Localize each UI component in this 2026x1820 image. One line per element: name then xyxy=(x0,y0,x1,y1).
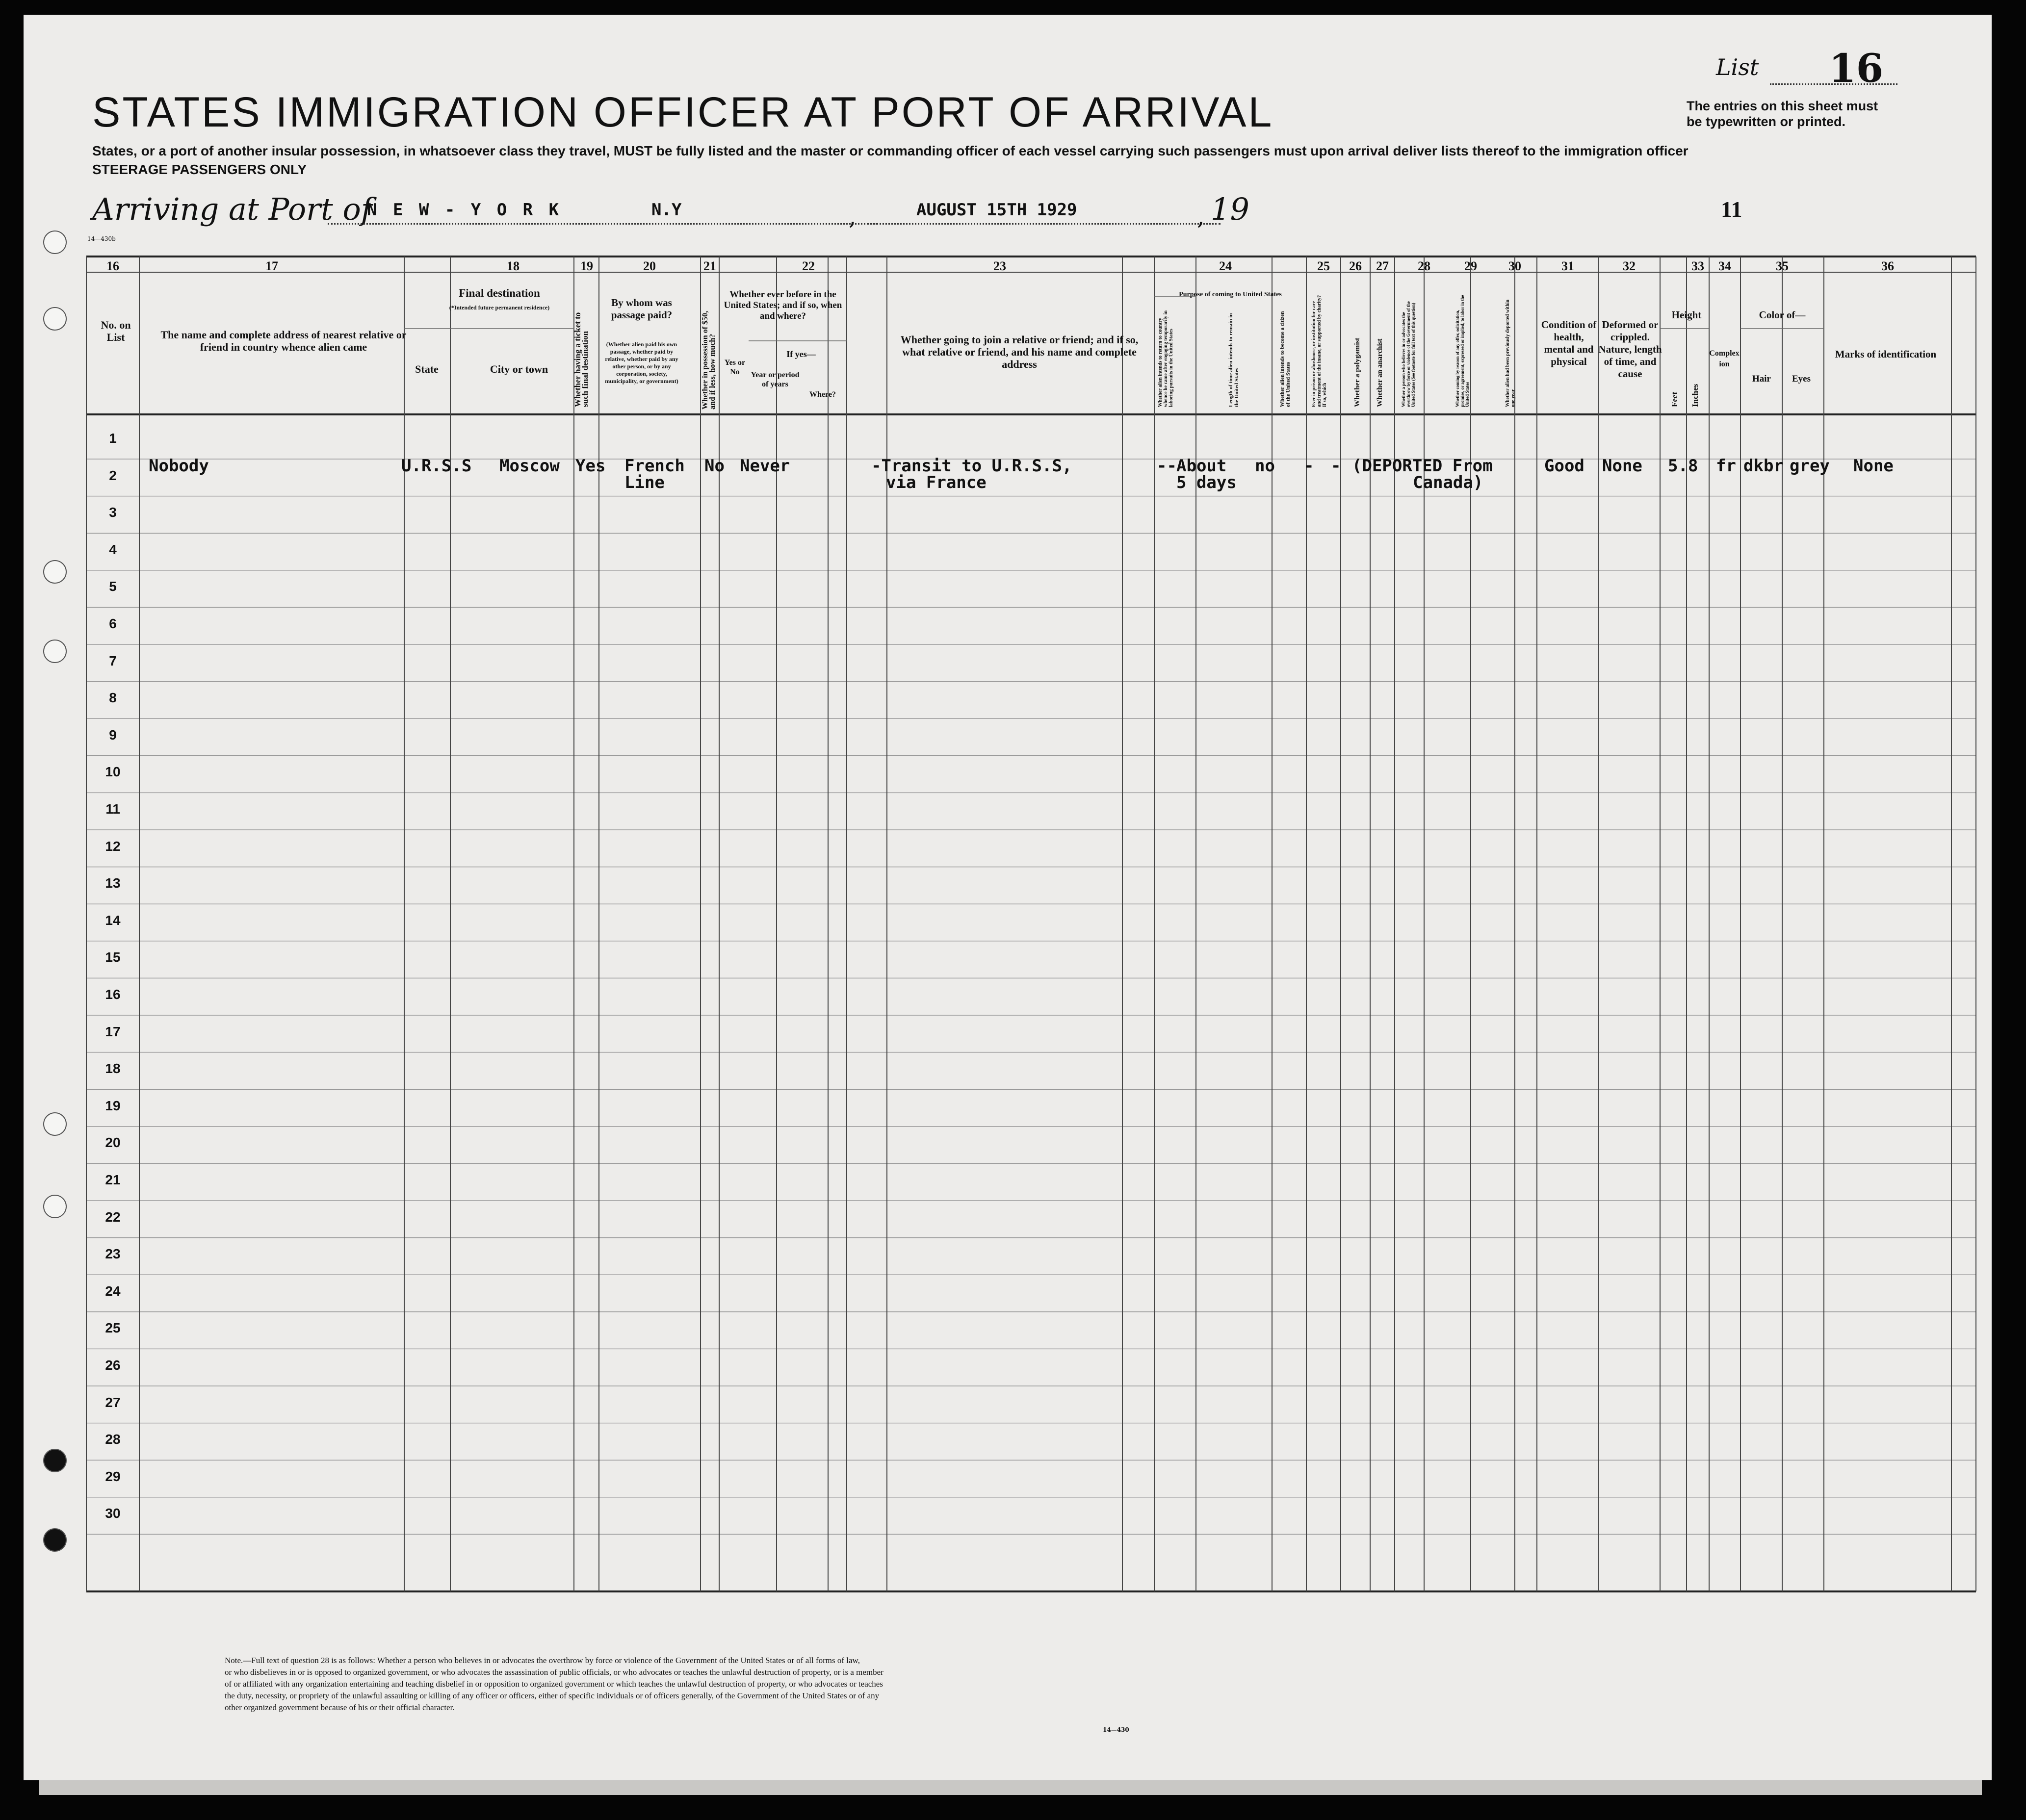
row-number: 16 xyxy=(105,987,121,1002)
entry-polygamist: - xyxy=(1331,456,1341,476)
header-feet: Feet xyxy=(1670,391,1679,407)
header-final-destination-sub: (*Intended future permanent residence) xyxy=(449,304,550,311)
row-number: 11 xyxy=(105,801,120,817)
header-inches: Inches xyxy=(1690,384,1700,407)
row-number: 13 xyxy=(105,875,121,891)
row-number: 28 xyxy=(105,1432,121,1447)
footnote xyxy=(225,1655,1206,1714)
punch-hole xyxy=(43,1449,67,1472)
row-number: 15 xyxy=(105,949,121,965)
header-paid-by-sub: (Whether alien paid his own passage, whether paid by relative, whether paid by any other person, or by any corporation, society, municipality, or government) xyxy=(605,341,678,385)
footnote-line: Note.—Full text of question 28 is as follows: Whether a person who believes in or advocates the overthrow by force or violence of the Government of the United States or of all forms of law, xyxy=(225,1656,860,1665)
entry-paid-by-2: Line xyxy=(624,473,665,492)
column-number: 29 xyxy=(1464,259,1477,273)
column-number: 25 xyxy=(1317,259,1330,273)
header-joining: Whether going to join a relative or friend; and if so, what relative or friend, and his name and complete address xyxy=(900,333,1139,370)
header-health: Condition of health, mental and physical xyxy=(1541,319,1597,367)
form-code: 14—430b xyxy=(87,235,116,242)
row-number: 4 xyxy=(109,541,117,557)
row-number: 19 xyxy=(105,1098,121,1113)
column-number: 31 xyxy=(1561,259,1574,273)
list-label: List xyxy=(1716,54,1759,80)
entry-joining-1: -Transit to U.R.S.S, xyxy=(871,456,1072,476)
header-overthrow: Whether a person who believes in or advocates the overthrow by force or violence of the Government of the United States (See footnote for full text of this question) xyxy=(1401,301,1416,407)
column-number: 28 xyxy=(1418,259,1430,273)
header-ticket: Whether having a ticket to such final destination xyxy=(573,312,590,407)
row-number: 23 xyxy=(105,1246,121,1262)
footnote-line: of or affiliated with any organization entertaining and teaching disbelief in or opposition to organized government or which teaches the unlawful destruction of property, or who advocates or teaches xyxy=(225,1679,883,1689)
punch-hole xyxy=(43,1528,67,1552)
header-money: Whether in possession of $50, and if less, how much? xyxy=(701,310,717,410)
column-number: 34 xyxy=(1718,259,1731,273)
header-polygamist: Whether a polygamist xyxy=(1353,337,1361,407)
entry-before-us: Never xyxy=(740,456,790,476)
year-prefix: 19 xyxy=(1211,191,1249,227)
header-state: State xyxy=(415,363,439,375)
column-number: 17 xyxy=(265,259,278,273)
entry-hair: dkbr xyxy=(1743,456,1784,476)
row-number: 5 xyxy=(109,579,117,594)
entry-citizen: no xyxy=(1255,456,1275,476)
column-number: 36 xyxy=(1881,259,1894,273)
page-bottom-edge xyxy=(39,1780,1982,1795)
header-length-stay: Length of time alien intends to remain in the United States xyxy=(1228,313,1240,407)
header-paid-by: By whom was passage paid? xyxy=(611,297,673,321)
instructions-line: States, or a port of another insular possession, in whatsoever class they travel, MUST be fully listed and the master or commanding officer of each vessel carrying such passengers must upon arrival deliver lists thereof to the immigration officer xyxy=(92,143,1688,158)
row-number: 30 xyxy=(105,1506,121,1521)
entry-deformed: None xyxy=(1602,456,1642,476)
column-number: 19 xyxy=(580,259,593,273)
entry-ticket: Yes xyxy=(575,456,606,476)
row-number: 12 xyxy=(105,838,121,854)
entry-complexion: fr xyxy=(1716,456,1736,476)
row-number: 29 xyxy=(105,1468,121,1484)
header-where: Where? xyxy=(809,390,836,399)
column-number: 33 xyxy=(1691,259,1704,273)
header-height: Height xyxy=(1671,309,1702,321)
column-number: 22 xyxy=(802,259,815,273)
punch-hole xyxy=(43,307,67,331)
entry-paid-by-1: French xyxy=(624,456,685,476)
header-before-us: Whether ever before in the United States; and if so, when and where? xyxy=(724,289,842,321)
header-relative: The name and complete address of nearest relative or friend in country whence alien came xyxy=(160,329,407,353)
entry-joining-2: via France xyxy=(886,473,987,492)
header-city: City or town xyxy=(490,363,548,375)
header-purpose: Purpose of coming to United States xyxy=(1179,291,1282,298)
entry-city: Moscow xyxy=(499,456,560,476)
column-number: 30 xyxy=(1508,259,1521,273)
row-number: 26 xyxy=(105,1358,121,1373)
row-number: 17 xyxy=(105,1024,121,1039)
row-number: 14 xyxy=(105,912,121,928)
row-number: 3 xyxy=(109,505,117,520)
header-hair: Hair xyxy=(1752,374,1771,384)
entry-money: No xyxy=(704,456,725,476)
footnote-line: or who disbelieves in or is opposed to organized government, or who advocates the assassination of public officials, or who advocates or teaches the unlawful destruction of property, or is a member xyxy=(225,1667,883,1677)
arriving-label: Arriving at Port of xyxy=(92,191,372,227)
punch-hole xyxy=(43,1112,67,1136)
header-complexion: Complexion xyxy=(1709,349,1740,368)
row-number: 1 xyxy=(109,431,117,446)
column-number: 16 xyxy=(106,259,119,273)
typewritten-note-line: The entries on this sheet must xyxy=(1687,99,1878,113)
port-value: N E W - Y O R K xyxy=(367,200,562,220)
column-number: 26 xyxy=(1349,259,1362,273)
row-number: 2 xyxy=(109,467,117,483)
punch-hole xyxy=(43,1195,67,1218)
typewritten-note-line: be typewritten or printed. xyxy=(1687,114,1846,129)
header-deported: Whether alien had been previously deported within one year xyxy=(1505,299,1516,407)
column-number: 23 xyxy=(993,259,1006,273)
row-number: 18 xyxy=(105,1061,121,1077)
entry-state: U.R.S.S xyxy=(401,456,472,476)
entry-relative: Nobody xyxy=(149,456,209,476)
column-number: 21 xyxy=(703,259,716,273)
header-final-destination: Final destination xyxy=(459,287,540,299)
comma: , xyxy=(1197,203,1205,231)
column-number: 18 xyxy=(507,259,519,273)
state-value: N.Y xyxy=(651,200,682,220)
sheet-number: 11 xyxy=(1721,197,1742,222)
column-number: 35 xyxy=(1776,259,1789,273)
entry-length-1: About xyxy=(1176,456,1227,476)
header-yes-no: Yes or No xyxy=(724,359,746,376)
header-if-yes: If yes— xyxy=(786,349,816,359)
row-number: 7 xyxy=(109,653,117,668)
entry-marks: None xyxy=(1853,456,1894,476)
row-number: 20 xyxy=(105,1135,121,1151)
row-number: 25 xyxy=(105,1320,121,1336)
footnote-line: the duty, necessity, or propriety of the unlawful assaulting or killing of any officer or officers, either of specific individuals or of officers generally, of the Government of the United States or of any xyxy=(225,1691,880,1700)
header-anarchist: Whether an anarchist xyxy=(1376,338,1384,407)
column-number: 27 xyxy=(1376,259,1389,273)
entry-deported-2: Canada) xyxy=(1413,473,1483,492)
table-grid xyxy=(24,15,1992,1780)
punch-hole xyxy=(43,231,67,254)
date-value: AUGUST 15TH 1929 xyxy=(916,200,1077,220)
column-number: 24 xyxy=(1219,259,1232,273)
manifest-sheet xyxy=(24,15,1992,1780)
row-number: 27 xyxy=(105,1394,121,1410)
row-number: 6 xyxy=(109,616,117,631)
list-number: 16 xyxy=(1829,45,1884,91)
entry-eyes: grey xyxy=(1790,456,1830,476)
footnote-line: other organized government because of his or their official character. xyxy=(225,1703,455,1712)
header-eyes: Eyes xyxy=(1792,374,1811,384)
entry-height: 5.8 xyxy=(1668,456,1698,476)
column-number: 20 xyxy=(643,259,656,273)
header-deformed: Deformed or crippled. Nature, length of time, and cause xyxy=(1598,319,1662,380)
steerage-label: STEERAGE PASSENGERS ONLY xyxy=(92,162,307,177)
header-citizen: Whether alien intends to become a citizen of the United States xyxy=(1279,311,1291,407)
column-number: 32 xyxy=(1623,259,1636,273)
entry-deported-1: (DEPORTED From xyxy=(1352,456,1493,476)
row-number: 10 xyxy=(105,764,121,780)
row-number: 22 xyxy=(105,1209,121,1225)
punch-hole xyxy=(43,560,67,584)
entry-health: Good xyxy=(1544,456,1584,476)
entry-prison: - xyxy=(1304,456,1314,476)
header-no-on-list: No. on List xyxy=(101,319,131,343)
punch-hole xyxy=(43,640,67,663)
entry-return-intent: -- xyxy=(1157,456,1177,476)
header-marks: Marks of identification xyxy=(1835,348,1937,360)
header-year: Year or period of years xyxy=(751,371,800,388)
header-return-intent: Whether alien intends to return to country whence he came after engaging temporarily in laboring pursuits in the United States xyxy=(1158,310,1174,407)
header-labor-offer: Whether coming by reason of any offer, solicitation, promise, or agreement, expressed or implied, to labor in the United States xyxy=(1455,295,1470,407)
header-prison: Ever in prison or almshouse, or institution for care and treatment of the insane, or supported by charity? If so, which xyxy=(1311,295,1327,407)
header-color-of: Color of— xyxy=(1759,309,1806,321)
page-title: STATES IMMIGRATION OFFICER AT PORT OF ARRIVAL xyxy=(92,89,1274,136)
entry-length-2: 5 days xyxy=(1176,473,1237,492)
row-number: 9 xyxy=(109,727,117,743)
row-number: 8 xyxy=(109,690,117,706)
row-number: 24 xyxy=(105,1283,121,1299)
footer-code: 14—430 xyxy=(1103,1726,1129,1733)
comma: , xyxy=(849,203,857,231)
row-number: 21 xyxy=(105,1172,121,1187)
